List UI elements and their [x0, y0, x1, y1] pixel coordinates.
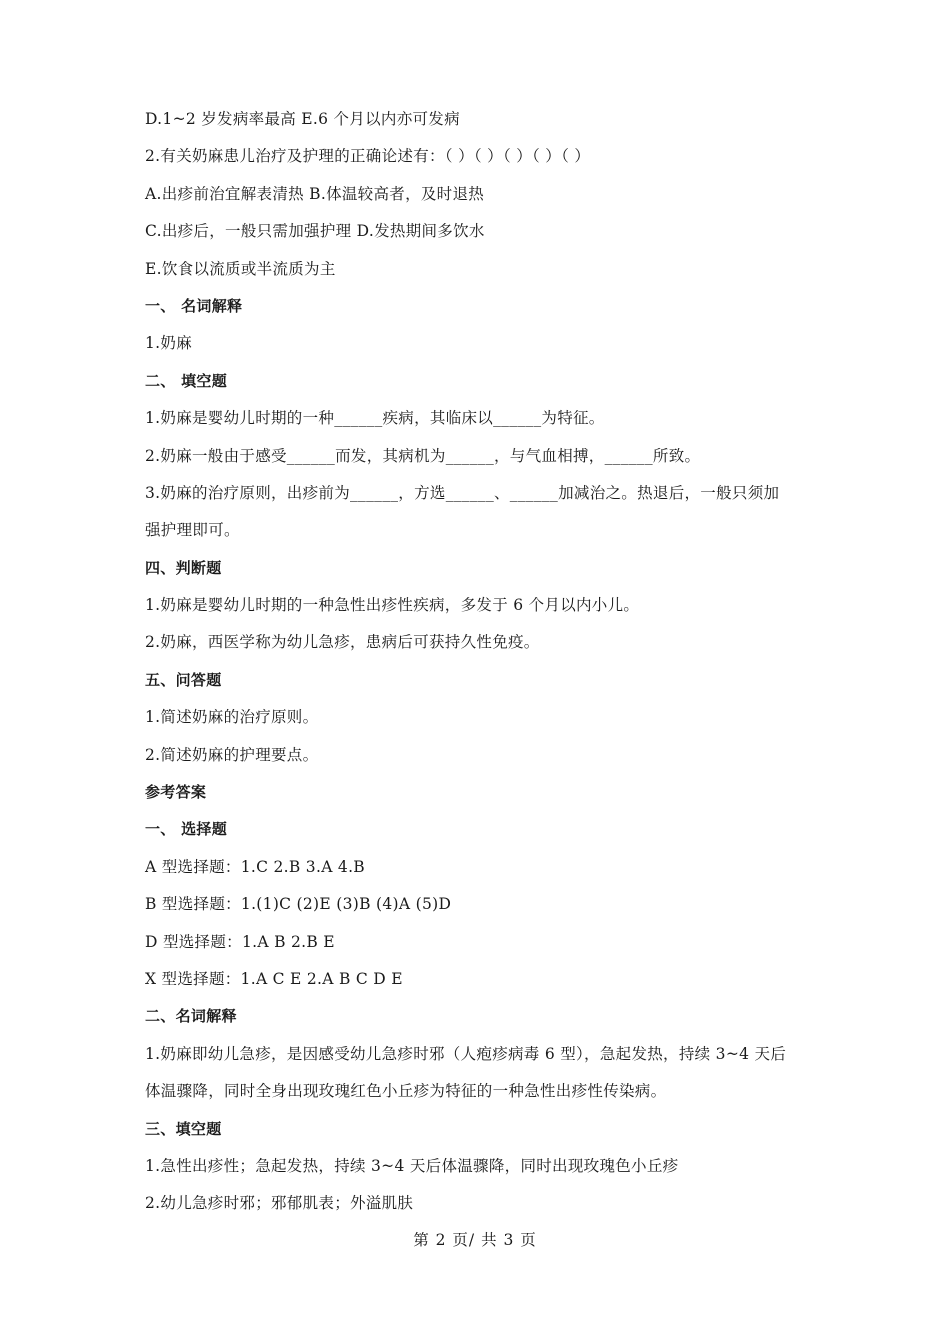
question-text: 2.奶麻，西医学称为幼儿急疹，患病后可获持久性免疫。 [145, 633, 540, 652]
answer-line: A 型选择题：1.C 2.B 3.A 4.B [145, 857, 365, 876]
question-text: 1.奶麻是婴幼儿时期的一种急性出疹性疾病，多发于 6 个月以内小儿。 [145, 596, 640, 615]
question-text: 强护理即可。 [145, 521, 240, 540]
answer-line: B 型选择题：1.(1)C (2)E (3)B (4)A (5)D [145, 895, 452, 914]
option-line: A.出疹前治宜解表清热 B.体温较高者，及时退热 [145, 184, 485, 203]
answers-heading: 参考答案 [145, 783, 207, 802]
answer-line: 1.急性出疹性；急起发热，持续 3~4 天后体温骤降，同时出现玫瑰色小丘疹 [145, 1156, 679, 1175]
section-heading: 一、 选择题 [145, 820, 228, 839]
question-text: 2.奶麻一般由于感受______而发，其病机为______，与气血相搏，______所致。 [145, 446, 701, 465]
section-heading: 三、填空题 [145, 1119, 222, 1138]
question-text: 3.奶麻的治疗原则，出疹前为______，方选______、______加减治之。热退后，一般只须加 [145, 483, 780, 502]
text-line: D.1~2 岁发病率最高 E.6 个月以内亦可发病 [145, 110, 460, 128]
option-line: E.饮食以流质或半流质为主 [145, 259, 336, 278]
section-heading: 二、名词解释 [145, 1007, 237, 1026]
section-heading: 四、判断题 [145, 558, 222, 577]
section-heading: 一、 名词解释 [145, 296, 243, 315]
answer-line: 1.奶麻即幼儿急疹，是因感受幼儿急疹时邪（人疱疹病毒 6 型），急起发热，持续 3~4 天后 [145, 1044, 787, 1063]
document-page [145, 104, 815, 1226]
option-line: C.出疹后，一般只需加强护理 D.发热期间多饮水 [145, 222, 485, 241]
question-text: 2.简述奶麻的护理要点。 [145, 745, 319, 764]
page-footer: 第 2 页/ 共 3 页 [413, 1231, 537, 1249]
answer-line: D 型选择题：1.A B 2.B E [145, 932, 335, 951]
answer-line: 2.幼儿急疹时邪；邪郁肌表；外溢肌肤 [145, 1194, 414, 1213]
section-heading: 二、 填空题 [145, 371, 228, 390]
question-text: 1.奶麻是婴幼儿时期的一种______疾病，其临床以______为特征。 [145, 409, 605, 428]
question-text: 1.简述奶麻的治疗原则。 [145, 708, 319, 727]
answer-line: 体温骤降，同时全身出现玫瑰红色小丘疹为特征的一种急性出疹性传染病。 [145, 1082, 667, 1101]
question-text: 1.奶麻 [145, 334, 192, 353]
section-heading: 五、问答题 [145, 670, 222, 689]
answer-line: X 型选择题：1.A C E 2.A B C D E [145, 969, 403, 988]
question-text: 2.有关奶麻患儿治疗及护理的正确论述有：（ ）（ ）（ ）（ ）（ ） [145, 147, 591, 166]
